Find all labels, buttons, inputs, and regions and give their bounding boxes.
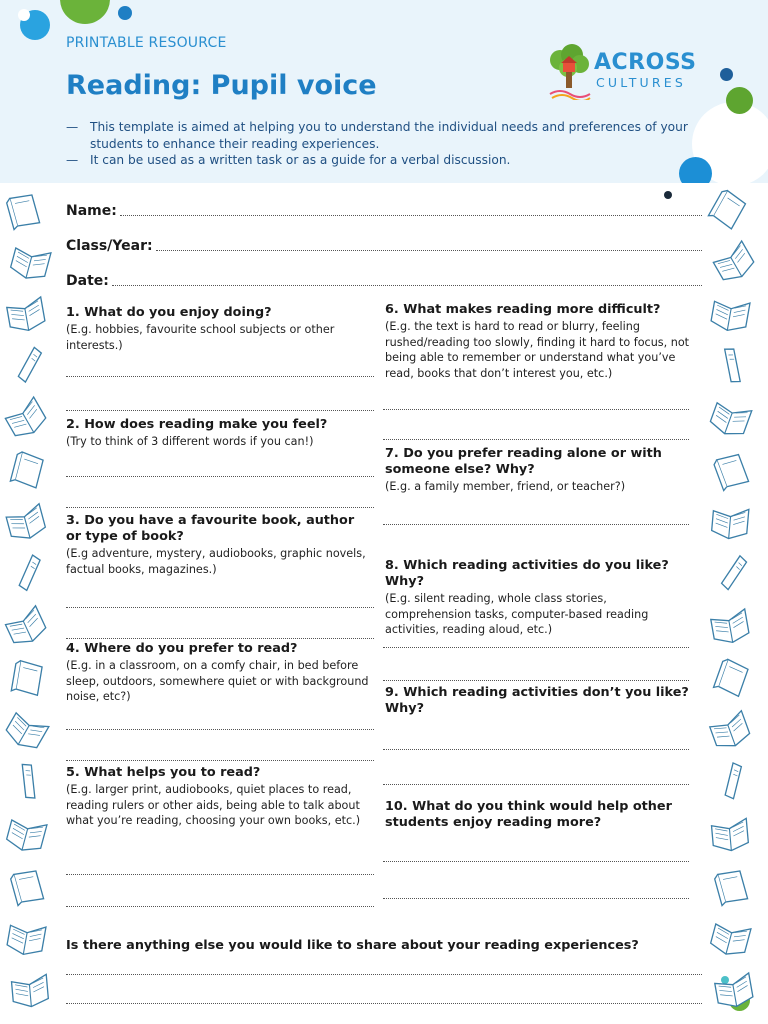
book-icon — [1, 545, 59, 605]
class-year-field[interactable] — [66, 234, 702, 254]
final-question: Is there anything else you would like to share about your reading experiences? — [66, 938, 639, 953]
book-icon — [707, 650, 762, 708]
book-icon — [704, 600, 756, 655]
date-label: Date: — [66, 273, 109, 289]
book-icon — [706, 809, 754, 861]
logo-word-cultures: CULTURES — [596, 75, 687, 90]
dash-bullet: — — [66, 120, 79, 134]
question-9 — [385, 685, 690, 717]
book-icon — [0, 912, 52, 967]
book-icon — [705, 857, 763, 917]
tree-icon — [546, 44, 594, 100]
answer-line[interactable] — [383, 524, 689, 525]
question-10 — [385, 799, 690, 831]
question-2 — [66, 417, 371, 450]
dash-bullet: — — [66, 153, 79, 167]
book-icon — [701, 389, 759, 449]
question-title: 4. Where do you prefer to read? — [66, 641, 298, 656]
book-icon — [700, 180, 760, 242]
question-5 — [66, 765, 371, 829]
answer-line[interactable] — [66, 376, 374, 377]
book-icon — [707, 338, 762, 396]
answer-line[interactable] — [66, 410, 374, 411]
question-title: 1. What do you enjoy doing? — [66, 305, 272, 320]
logo-word-across: ACROSS — [594, 50, 697, 75]
book-icon — [703, 231, 765, 295]
resource-type-label: PRINTABLE RESOURCE — [66, 35, 227, 51]
question-hint: (E.g. a family member, friend, or teacher?) — [385, 480, 626, 493]
question-title: 8. Which reading activities do you like? Why? — [385, 558, 669, 589]
book-icon — [0, 181, 55, 241]
intro-list — [66, 119, 694, 169]
answer-line[interactable] — [66, 638, 374, 639]
book-icon — [703, 543, 765, 607]
book-icon — [708, 756, 760, 811]
left-book-border — [4, 183, 60, 1024]
answer-line[interactable] — [66, 729, 374, 730]
question-hint: (E.g adventure, mystery, audiobooks, graphic novels, factual books, magazines.) — [66, 547, 366, 576]
book-icon — [6, 965, 54, 1017]
question-4 — [66, 641, 371, 705]
header-banner — [0, 0, 768, 183]
answer-line[interactable] — [66, 974, 702, 975]
answer-line[interactable] — [383, 680, 689, 681]
book-icon — [704, 440, 764, 502]
class-year-writing-line[interactable] — [156, 250, 702, 251]
book-icon — [0, 806, 53, 864]
right-book-border — [708, 183, 764, 1024]
question-1 — [66, 305, 371, 353]
question-hint: (E.g. larger print, audiobooks, quiet places to read, reading rulers or other aids, being able to talk about what you’re reading, choosing your own books, etc.) — [66, 783, 361, 827]
name-label: Name: — [66, 203, 117, 219]
question-hint: (E.g. silent reading, whole class stories, comprehension tasks, computer-based reading activities, reading aloud, etc.) — [385, 592, 649, 636]
date-writing-line[interactable] — [112, 285, 702, 286]
answer-line[interactable] — [383, 409, 689, 410]
question-title: 6. What makes reading more difficult? — [385, 302, 661, 317]
question-title: 5. What helps you to read? — [66, 765, 261, 780]
book-icon — [6, 653, 54, 705]
book-icon — [704, 288, 756, 343]
book-icon — [1, 857, 59, 917]
book-icon — [701, 701, 759, 761]
question-3 — [66, 513, 371, 577]
book-icon — [3, 234, 58, 292]
answer-line[interactable] — [66, 874, 374, 875]
decorative-dot — [720, 68, 733, 81]
book-icon — [0, 288, 52, 343]
book-icon — [0, 699, 57, 763]
across-cultures-logo — [546, 44, 706, 100]
intro-item — [66, 152, 694, 169]
question-title: 10. What do you think would help other students enjoy reading more? — [385, 799, 672, 830]
answer-line[interactable] — [383, 898, 689, 899]
date-field[interactable] — [66, 269, 702, 289]
answer-line[interactable] — [383, 749, 689, 750]
book-icon — [703, 910, 758, 968]
question-hint: (E.g. in a classroom, on a comfy chair, in bed before sleep, outdoors, somewhere quiet or with background noise, etc?) — [66, 659, 369, 703]
decorative-dot — [18, 9, 30, 21]
intro-item — [66, 119, 694, 152]
question-hint: (Try to think of 3 different words if you can!) — [66, 435, 314, 448]
answer-line[interactable] — [383, 439, 689, 440]
book-icon — [4, 756, 56, 811]
answer-line[interactable] — [383, 647, 689, 648]
answer-line[interactable] — [383, 861, 689, 862]
question-title: 9. Which reading activities don’t you like? Why? — [385, 685, 689, 716]
intro-text: This template is aimed at helping you to understand the individual needs and preferences of your students to enhance their reading experiences. — [90, 120, 688, 151]
page-title: Reading: Pupil voice — [66, 70, 377, 101]
book-icon — [0, 387, 57, 451]
question-hint: (E.g. hobbies, favourite school subjects or other interests.) — [66, 323, 335, 352]
decorative-dot — [664, 191, 672, 199]
answer-line[interactable] — [66, 906, 374, 907]
question-7 — [385, 446, 690, 495]
name-writing-line[interactable] — [120, 215, 702, 216]
book-icon — [0, 494, 53, 552]
question-hint: (E.g. the text is hard to read or blurry, feeling rushed/reading too slowly, finding it hard to focus, not being able to remember or understand what you’ve read, books that don’t interest you, etc.) — [385, 320, 690, 380]
answer-line[interactable] — [66, 1003, 702, 1004]
question-6 — [385, 302, 690, 381]
answer-line[interactable] — [66, 507, 374, 508]
book-icon — [706, 497, 754, 549]
book-icon — [708, 964, 760, 1019]
answer-line[interactable] — [383, 784, 689, 785]
decorative-dot — [118, 6, 132, 20]
question-8 — [385, 558, 690, 638]
question-title: 3. Do you have a favourite book, author or type of book? — [66, 513, 355, 544]
decorative-dot — [60, 0, 110, 24]
book-icon — [0, 596, 56, 658]
answer-line[interactable] — [66, 476, 374, 477]
name-field[interactable] — [66, 199, 702, 219]
class-year-label: Class/Year: — [66, 238, 153, 254]
intro-text: It can be used as a written task or as a guide for a verbal discussion. — [90, 153, 511, 167]
book-icon — [4, 444, 56, 499]
answer-line[interactable] — [66, 760, 374, 761]
question-title: 7. Do you prefer reading alone or with someone else? Why? — [385, 446, 662, 477]
decorative-dot — [726, 87, 753, 114]
question-title: 2. How does reading make you feel? — [66, 417, 328, 432]
answer-line[interactable] — [66, 607, 374, 608]
